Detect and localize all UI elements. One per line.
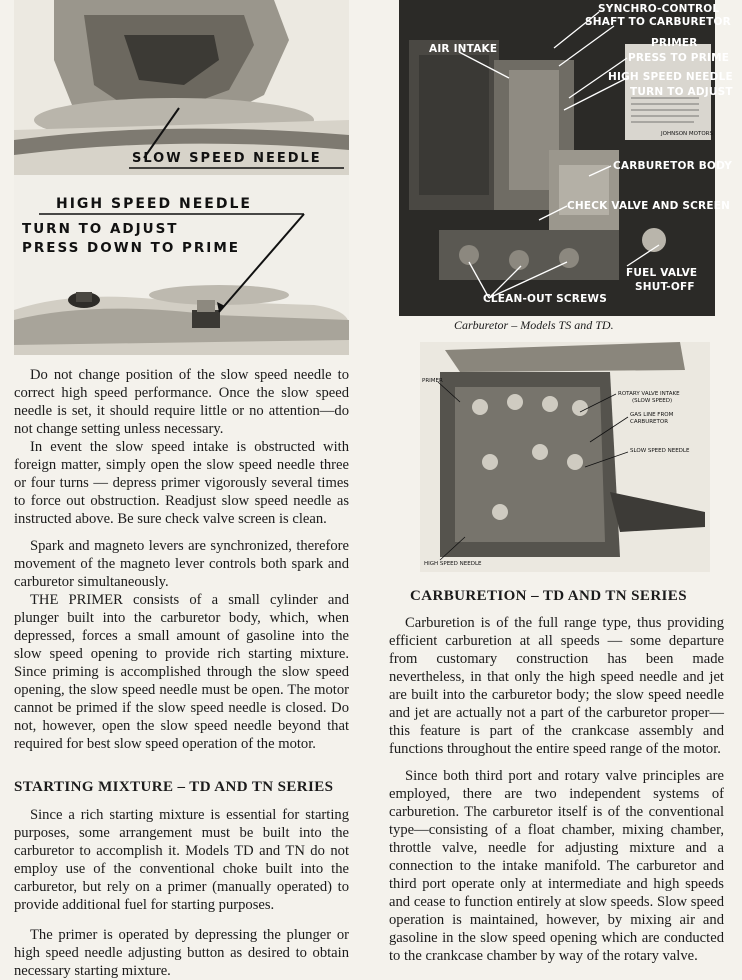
motor-top-illustration: [14, 0, 349, 355]
left-paragraph-5: Since a rich starting mixture is essential for starting purposes, some arrangement must be built into the carburetor to accomplish it. Models TD and TN do not employ use of the conventional choke built into the carburetor, but rely on a primer (manually operated) to provide additional fuel for starting purposes.: [14, 807, 349, 913]
left-paragraph-6: The primer is operated by depressing the plunger or high speed needle adjusting button as desired to obtain necessary starting mixture.: [14, 927, 349, 979]
clean-out-screws-label: CLEAN-OUT SCREWS: [483, 293, 607, 305]
slow-speed-needle-small-label: SLOW SPEED NEEDLE: [630, 448, 690, 454]
gas-line-sub-label: CARBURETOR: [630, 419, 669, 425]
carburetion-heading: CARBURETION – TD AND TN SERIES: [410, 588, 687, 604]
right-paragraph-1: Carburetion is of the full range type, thus providing efficient carburetion at all speeds — some departure from customary construction has been made nevertheless, in that only the high speed needle and jet are built into the carburetor body; the slow speed needle and jet are actually not a part of the carburetor proper—this feature is part of the crankcase assembly and functions throughout the entire speed range of the motor.: [389, 615, 724, 757]
carburetor-caption: Carburetor – Models TS and TD.: [454, 318, 614, 332]
turn-to-adjust-label: TURN TO ADJUST: [22, 221, 179, 237]
high-speed-needle-small-label: HIGH SPEED NEEDLE: [424, 561, 482, 567]
turn-to-adjust-label: TURN TO ADJUST: [630, 86, 733, 98]
air-intake-label: AIR INTAKE: [429, 43, 498, 55]
left-paragraph-2: In event the slow speed intake is obstructed with foreign matter, simply open the slow speed needle three or four turns — depress primer vigorously several times to force out obstruction. Readjust slow speed needle as instructed above. Be sure check valve screen is clean.: [14, 439, 349, 527]
press-down-to-prime-label: PRESS DOWN TO PRIME: [22, 240, 240, 256]
fuel-valve-label: FUEL VALVE: [626, 267, 698, 279]
carburetor-photo: [399, 0, 733, 316]
slow-speed-needle-label: SLOW SPEED NEEDLE: [132, 151, 322, 166]
nameplate-text: JOHNSON MOTORS: [661, 131, 713, 137]
right-paragraph-2: Since both third port and rotary valve principles are employed, there are two independent systems of carburetion. The carburetor itself is of the conventional type—consisting of a float chamber, mixing chamber, throttle valve, needle for adjusting mixture and a connection to the intake manifold. The carburetor and third port operate only at intermediate and high speeds and cease to function entirely at slow speeds. Slow speed operation is maintained, however, by mixing air and gasoline in the slow speed opening which are conducted to the crankcase chamber by way of the rotary valve.: [389, 768, 724, 964]
motor-illustration: [420, 342, 710, 572]
rotary-valve-sub-label: (SLOW SPEED): [632, 398, 673, 404]
rotary-valve-label: ROTARY VALVE INTAKE: [618, 391, 680, 397]
starting-mixture-heading: STARTING MIXTURE – TD AND TN SERIES: [14, 779, 334, 795]
top-left-photo: [14, 0, 349, 355]
left-paragraph-1: Do not change position of the slow speed needle to correct high speed performance. Once the slow speed needle is set, it should require little or no attention—do not change setting unless necessary.: [14, 367, 349, 437]
high-speed-needle-label: HIGH SPEED NEEDLE: [608, 71, 733, 83]
high-speed-needle-label: HIGH SPEED NEEDLE: [56, 196, 252, 212]
primer-small-label: PRIMER: [422, 378, 443, 384]
shaft-to-carburetor-label: SHAFT TO CARBURETOR: [585, 16, 731, 28]
left-paragraph-4: THE PRIMER consists of a small cylinder and plunger built into the carburetor body, which, when depressed, forces a small amount of gasoline into the slow speed opening to provide rich starting mixture. Since priming is accomplished through the slow speed opening, the slow speed needle must be open. The motor cannot be primed if the slow speed needle is closed. Do not, however, open the slow speed needle beyond that required for best slow speed operation of the motor.: [14, 592, 349, 752]
press-to-prime-label: PRESS TO PRIME: [628, 52, 730, 64]
motor-photo: [420, 342, 710, 572]
primer-label: PRIMER: [651, 37, 698, 49]
left-paragraph-3: Spark and magneto levers are synchronized, therefore movement of the magneto lever controls both spark and carburetor simultaneously.: [14, 538, 349, 590]
shut-off-label: SHUT-OFF: [635, 281, 695, 293]
synchro-control-label: SYNCHRO-CONTROL: [598, 3, 720, 15]
gas-line-label: GAS LINE FROM: [630, 412, 674, 418]
check-valve-label: CHECK VALVE AND SCREEN: [567, 200, 731, 212]
carburetor-body-label: CARBURETOR BODY: [613, 160, 733, 172]
